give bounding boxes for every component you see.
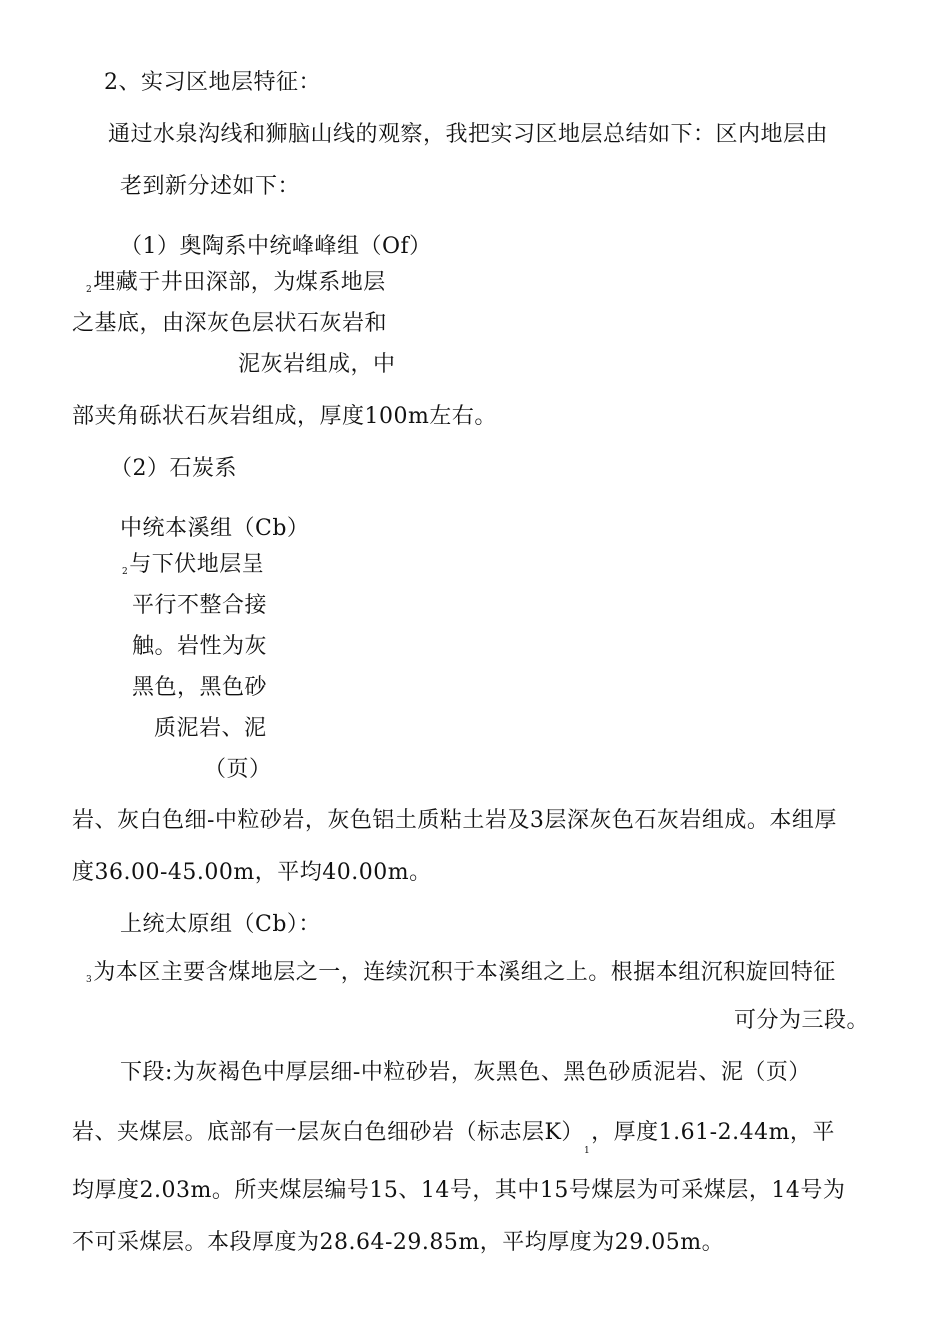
benxi-title: 中统本溪组（Cb）: [120, 516, 310, 541]
taiyuan-line-2: 可分为三段。: [734, 1008, 870, 1033]
benxi-line-3: 触。岩性为灰: [132, 634, 268, 659]
benxi-line-5: 质泥岩、泥: [154, 716, 267, 741]
benxi-line-7: 岩、灰白色细-中粒砂岩，灰色铝土质粘土岩及3层深灰色石灰岩组成。本组厚: [72, 808, 837, 833]
taiyuan-title: 上统太原组（Cb）：: [120, 912, 321, 937]
lower-member-line-1: 下段:为灰褐色中厚层细-中粒砂岩，灰黑色、黑色砂质泥岩、泥（页）: [120, 1060, 811, 1085]
lower-member-line-4: 不可采煤层。本段厚度为28.64-29.85m，平均厚度为29.05m。: [72, 1230, 725, 1255]
ordovician-line-2: 之基底，由深灰色层状石灰岩和: [72, 311, 388, 336]
lower-member-line-2: 岩、夹煤层。底部有一层灰白色细砂岩（标志层$K)_1$，厚度1.61-2.44m，平: [72, 1120, 835, 1156]
intro-line-1: 通过水泉沟线和狮脑山线的观察，我把实习区地层总结如下：区内地层由: [108, 122, 829, 147]
ordovician-title: （1）奥陶系中统峰峰组（Of）: [120, 234, 432, 259]
carboniferous-title: （2）石炭系: [110, 456, 237, 481]
intro-line-2: 老到新分述如下：: [120, 174, 301, 199]
lower-member-line-3: 均厚度2.03m。所夹煤层编号15、14号，其中15号煤层为可采煤层，14号为: [72, 1178, 846, 1203]
benxi-line-8: 度36.00-45.00m，平均40.00m。: [72, 860, 432, 885]
benxi-line-2: 平行不整合接: [132, 593, 268, 618]
taiyuan-line-1: 3为本区主要含煤地层之一，连续沉积于本溪组之上。根据本组沉积旋回特征: [86, 960, 836, 985]
benxi-line-6: （页）: [204, 757, 272, 782]
ordovician-subscript: 2: [86, 285, 93, 295]
marker-bed-subscript: 1: [583, 1146, 591, 1156]
benxi-line-1: 2与下伏地层呈: [122, 552, 265, 577]
ordovician-line-3: 泥灰岩组成，中: [238, 352, 396, 377]
ordovician-line-4: 部夹角砾状石灰岩组成，厚度100m左右。: [72, 404, 497, 429]
ordovician-line-1: 2埋藏于井田深部，为煤系地层: [86, 270, 386, 295]
section-heading: 2、实习区地层特征：: [104, 70, 321, 95]
benxi-subscript: 2: [122, 567, 129, 577]
benxi-line-4: 黑色，黑色砂: [132, 675, 268, 700]
taiyuan-subscript: 3: [86, 975, 93, 985]
